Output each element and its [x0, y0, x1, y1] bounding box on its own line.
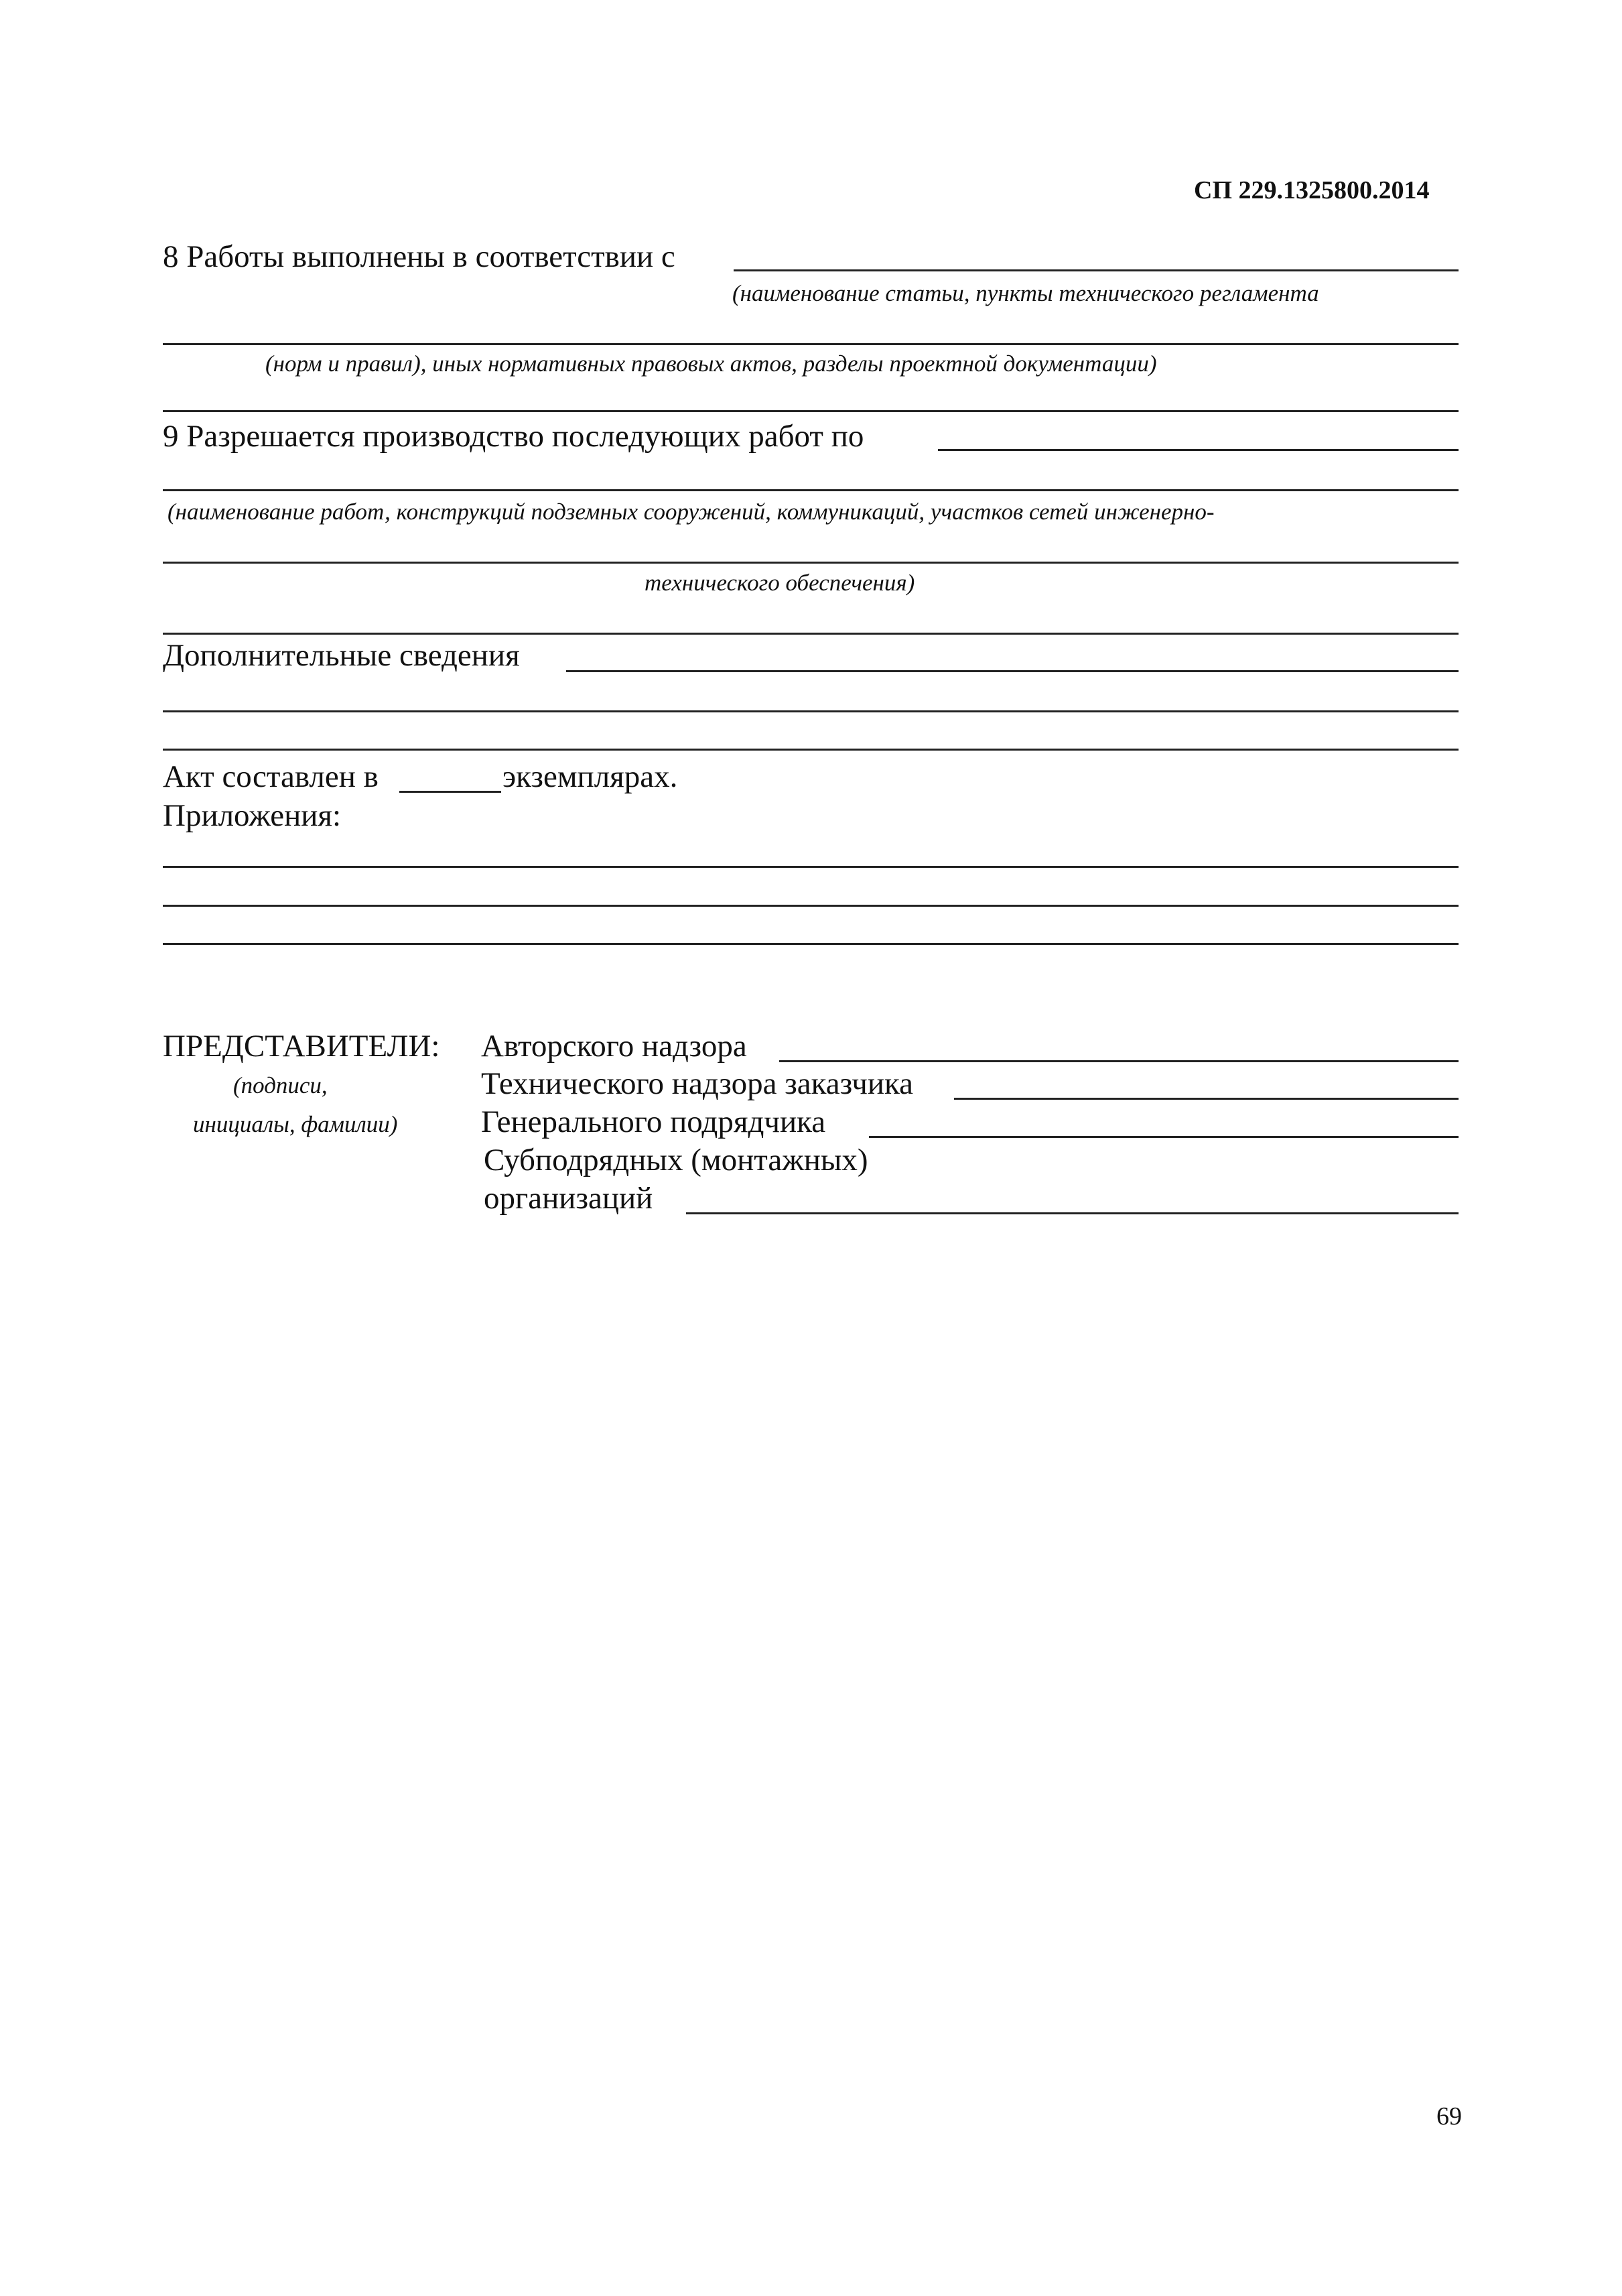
- technical-supervision-signature-line[interactable]: [954, 1098, 1459, 1100]
- item-8-field-line-2[interactable]: [163, 343, 1459, 345]
- appendices-field-line-1[interactable]: [163, 866, 1459, 868]
- item-9-field-line-3[interactable]: [163, 562, 1459, 564]
- technical-supervision-label: Технического надзора заказчика: [481, 1066, 914, 1101]
- act-copies-prefix: Акт составлен в: [163, 759, 379, 794]
- item-8-field-line-3[interactable]: [163, 410, 1459, 412]
- item-9-field-line-4[interactable]: [163, 633, 1459, 635]
- additional-info-field-line-2[interactable]: [163, 710, 1459, 712]
- author-supervision-signature-line[interactable]: [779, 1060, 1459, 1062]
- additional-info-field-line[interactable]: [566, 670, 1459, 672]
- subcontractors-signature-line[interactable]: [686, 1212, 1459, 1214]
- page-number: 69: [1436, 2102, 1462, 2130]
- item-9-field-line[interactable]: [938, 449, 1459, 451]
- item-9-hint-1: (наименование работ, конструкций подземных сооружений, коммуникаций, участков сетей инженерно-: [167, 499, 1215, 525]
- item-9-label: 9 Разрешается производство последующих работ по: [163, 419, 864, 454]
- item-8-label: 8 Работы выполнены в соответствии с: [163, 239, 675, 274]
- general-contractor-label: Генерального подрядчика: [481, 1104, 826, 1139]
- item-8-hint-2: (норм и правил), иных нормативных правовых актов, разделы проектной документации): [265, 350, 1157, 377]
- item-9-hint-2: технического обеспечения): [645, 570, 915, 596]
- signatures-note-1: (подписи,: [233, 1072, 328, 1098]
- item-9-field-line-2[interactable]: [163, 489, 1459, 491]
- general-contractor-signature-line[interactable]: [869, 1136, 1459, 1138]
- additional-info-field-line-3[interactable]: [163, 749, 1459, 751]
- appendices-field-line-3[interactable]: [163, 943, 1459, 945]
- item-8-field-line[interactable]: [734, 269, 1459, 271]
- act-copies-count-field[interactable]: [399, 791, 501, 793]
- additional-info-label: Дополнительные сведения: [163, 638, 520, 673]
- signatures-note-2: инициалы, фамилии): [193, 1111, 398, 1137]
- act-copies-suffix: экземплярах.: [502, 759, 678, 794]
- subcontractors-label-2: организаций: [484, 1181, 653, 1216]
- subcontractors-label-1: Субподрядных (монтажных): [484, 1143, 868, 1177]
- appendices-field-line-2[interactable]: [163, 905, 1459, 907]
- item-8-hint-1: (наименование статьи, пункты технического регламента: [732, 280, 1319, 306]
- author-supervision-label: Авторского надзора: [481, 1029, 747, 1064]
- document-code: СП 229.1325800.2014: [1194, 176, 1430, 204]
- appendices-label: Приложения:: [163, 798, 342, 833]
- representatives-title: ПРЕДСТАВИТЕЛИ:: [163, 1029, 440, 1064]
